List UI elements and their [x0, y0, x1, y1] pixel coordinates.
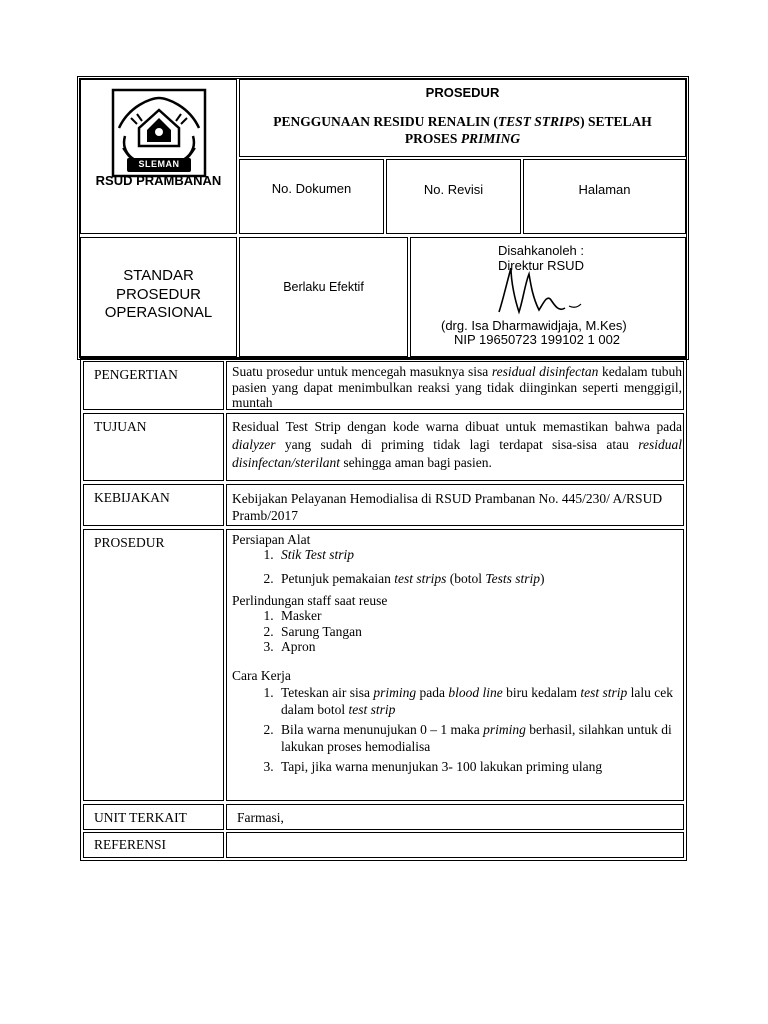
text-part: ) [540, 571, 545, 586]
doc-number-label: No. Dokumen [271, 181, 352, 196]
prosedur-label: PROSEDUR [94, 535, 165, 550]
prosedur-label-cell [83, 529, 224, 801]
text-part: sehingga aman bagi pasien. [340, 455, 492, 470]
tujuan-label: TUJUAN [94, 419, 147, 434]
subtitle-part: PROSES [404, 131, 461, 146]
approved-by-label: Disahkanoleh : [498, 243, 584, 258]
revision-label: No. Revisi [423, 182, 484, 197]
text-italic: blood line [448, 685, 503, 700]
director-label: Direktur RSUD [498, 258, 584, 273]
tujuan-content-cell [226, 413, 684, 481]
tujuan-text [232, 418, 682, 472]
sop-line: PROSEDUR [115, 285, 201, 303]
work-list [232, 684, 677, 775]
text-part: biru kedalam [502, 685, 581, 700]
kebijakan-content-cell [226, 484, 684, 526]
unit-label: UNIT TERKAIT [94, 810, 187, 825]
protection-title: Perlindungan staff saat reuse [232, 593, 388, 608]
text-italic: Stik Test strip [281, 547, 355, 562]
doc-subtitle [240, 113, 685, 147]
logo-cell [80, 79, 237, 234]
text-part: pada [416, 685, 449, 700]
text-part: Petunjuk pemakaian [281, 571, 395, 586]
list-item [277, 684, 677, 718]
kebijakan-label-cell [83, 484, 224, 526]
list-item [277, 721, 677, 755]
director-nip: NIP 19650723 199102 1 002 [454, 332, 621, 347]
text-italic: dialyzer [232, 437, 276, 452]
pengertian-label: PENGERTIAN [94, 367, 178, 382]
prep-list [232, 571, 677, 587]
text-italic: test strips [394, 571, 447, 586]
list-item [277, 547, 677, 563]
text-italic: residual disinfectan [491, 364, 599, 379]
sop-cell [80, 237, 237, 357]
sop-line: OPERASIONAL [104, 304, 213, 321]
signature-icon [485, 260, 595, 322]
director-name: (drg. Isa Dharmawidjaja, M.Kes) [441, 318, 627, 333]
text-part: Suatu prosedur untuk mencegah masuknya sisa [232, 364, 492, 379]
text-part: kedalam tubuh pasien yang dapat menimbulkan reaksi yang tidak diinginkan seperti menggigil, muntah [232, 364, 682, 410]
logo-text: SLEMAN [138, 159, 180, 169]
text-part: yang sudah di priming tidak lagi terdapat sisa-sisa atau [275, 437, 639, 452]
pengertian-text [232, 364, 682, 411]
hospital-name: RSUD PRAMBANAN [95, 173, 222, 188]
unit-text: Farmasi, [237, 810, 284, 825]
revision-cell [386, 159, 521, 234]
page-label: Halaman [578, 182, 631, 197]
referensi-label-cell [83, 832, 224, 858]
kebijakan-text: Kebijakan Pelayanan Hemodialisa di RSUD Prambanan No. 445/230/ A/RSUD Pramb/2017 [232, 491, 663, 523]
pengertian-content-cell [226, 361, 684, 410]
referensi-content-cell [226, 832, 684, 858]
prep-title: Persiapan Alat [232, 532, 311, 547]
approval-cell [410, 237, 686, 357]
list-item: 3. Apron [277, 639, 677, 655]
doc-title: PROSEDUR [425, 85, 500, 100]
text-part: Teteskan air sisa [281, 685, 374, 700]
title-cell [239, 79, 686, 157]
sop-line: STANDAR [123, 267, 194, 284]
work-title: Cara Kerja [232, 668, 291, 683]
text-italic: residual disinfectan/sterilant [232, 437, 682, 470]
subtitle-part: ) SETELAH [580, 114, 652, 129]
text-part: (botol [446, 571, 486, 586]
list-item [277, 571, 677, 587]
list-item: 2. Sarung Tangan [277, 624, 677, 640]
text-part: berhasil, silahkan untuk di lakukan proses hemodialisa [281, 722, 672, 754]
subtitle-italic: TEST STRIPS [497, 114, 581, 129]
text-italic: priming [483, 722, 526, 737]
sop-title [81, 267, 236, 323]
text-italic: test strip [580, 685, 628, 700]
subtitle-part: PENGGUNAAN RESIDU RENALIN ( [273, 114, 498, 129]
text-part: lalu cek dalam botol [281, 685, 674, 717]
effective-label: Berlaku Efektif [283, 280, 364, 294]
unit-label-cell [83, 804, 224, 830]
list-item: 1. Masker [277, 608, 677, 624]
subtitle-italic: PRIMING [460, 131, 521, 146]
page-cell [523, 159, 686, 234]
unit-content-cell [226, 804, 684, 830]
tujuan-label-cell [83, 413, 224, 481]
pengertian-label-cell [83, 361, 224, 410]
effective-cell [239, 237, 408, 357]
prep-list [232, 547, 677, 563]
list-item: 3. Tapi, jika warna menunjukan 3- 100 lakukan priming ulang [277, 758, 677, 775]
text-italic: test strip [348, 702, 396, 717]
text-italic: priming [373, 685, 417, 700]
referensi-label: REFERENSI [94, 837, 167, 852]
protection-list [232, 608, 677, 655]
text-part: Bila warna menunujukan 0 – 1 maka [281, 722, 484, 737]
prosedur-content-cell [226, 529, 684, 801]
text-part: Residual Test Strip dengan kode warna dibuat untuk memastikan bahwa pada [232, 419, 682, 434]
kebijakan-label: KEBIJAKAN [94, 490, 170, 505]
text-italic: Tests strip [485, 571, 541, 586]
doc-number-cell [239, 159, 384, 234]
